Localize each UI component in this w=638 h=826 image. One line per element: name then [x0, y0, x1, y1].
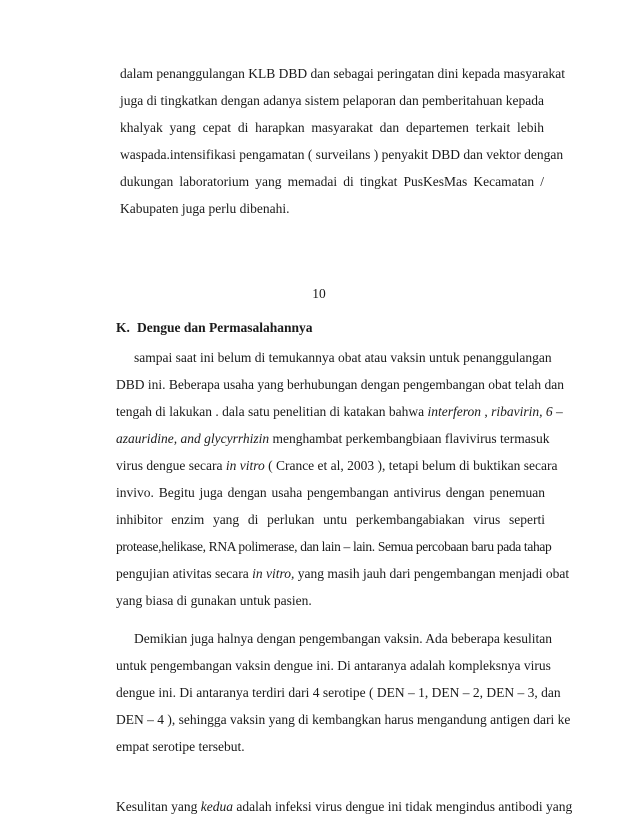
- text-line: sampai saat ini belum di temukannya obat atau vaksin untuk penanggulangan: [134, 350, 552, 365]
- page-number: 10: [312, 286, 326, 301]
- text-line: dukungan laboratorium yang memadai di tingkat PusKesMas Kecamatan /: [120, 174, 544, 189]
- section-letter: K.: [116, 320, 130, 335]
- text-line: waspada.intensifikasi pengamatan ( surveilans ) penyakit DBD dan vektor dengan: [120, 147, 564, 162]
- text-line: pengujian ativitas secara in vitro, yang masih jauh dari pengembangan menjadi obat: [116, 566, 570, 581]
- text-line: juga di tingkatkan dengan adanya sistem pelaporan dan pemberitahuan kepada: [120, 93, 544, 108]
- text-line: virus dengue secara in vitro ( Crance et al, 2003 ), tetapi belum di buktikan secara: [116, 458, 558, 473]
- text-line: dengue ini. Di antaranya terdiri dari 4 serotipe ( DEN – 1, DEN – 2, DEN – 3, dan: [116, 685, 561, 700]
- section-heading: [116, 320, 313, 336]
- text-line: protease,helikase, RNA polimerase, dan lain – lain. Semua percobaan baru pada tahap: [116, 539, 552, 554]
- text-line: azauridine, and glycyrrhizin menghambat perkembangbiaan flavivirus termasuk: [116, 431, 550, 446]
- text-line: yang biasa di gunakan untuk pasien.: [116, 593, 312, 608]
- text-line: inhibitor enzim yang di perlukan untu perkembangabiakan virus seperti: [116, 512, 545, 527]
- section-title: Dengue dan Permasalahannya: [137, 320, 313, 335]
- text-line: dalam penanggulangan KLB DBD dan sebagai peringatan dini kepada masyarakat: [120, 66, 565, 81]
- text-line: Kabupaten juga perlu dibenahi.: [120, 201, 290, 216]
- text-line: khalyak yang cepat di harapkan masyarakat dan departemen terkait lebih: [120, 120, 544, 135]
- text-line: DBD ini. Beberapa usaha yang berhubungan dengan pengembangan obat telah dan: [116, 377, 564, 392]
- text-line: DEN – 4 ), sehingga vaksin yang di kembangkan harus mengandung antigen dari ke: [116, 712, 571, 727]
- text-line: empat serotipe tersebut.: [116, 739, 245, 754]
- text-line: invivo. Begitu juga dengan usaha pengembangan antivirus dengan penemuan: [116, 485, 545, 500]
- text-line: untuk pengembangan vaksin dengue ini. Di antaranya adalah kompleksnya virus: [116, 658, 551, 673]
- text-line: Kesulitan yang kedua adalah infeksi virus dengue ini tidak mengindus antibodi yang: [116, 799, 573, 814]
- text-line: Demikian juga halnya dengan pengembangan vaksin. Ada beberapa kesulitan: [134, 631, 552, 646]
- text-line: tengah di lakukan . dala satu penelitian di katakan bahwa interferon , ribavirin, 6 –: [116, 404, 563, 419]
